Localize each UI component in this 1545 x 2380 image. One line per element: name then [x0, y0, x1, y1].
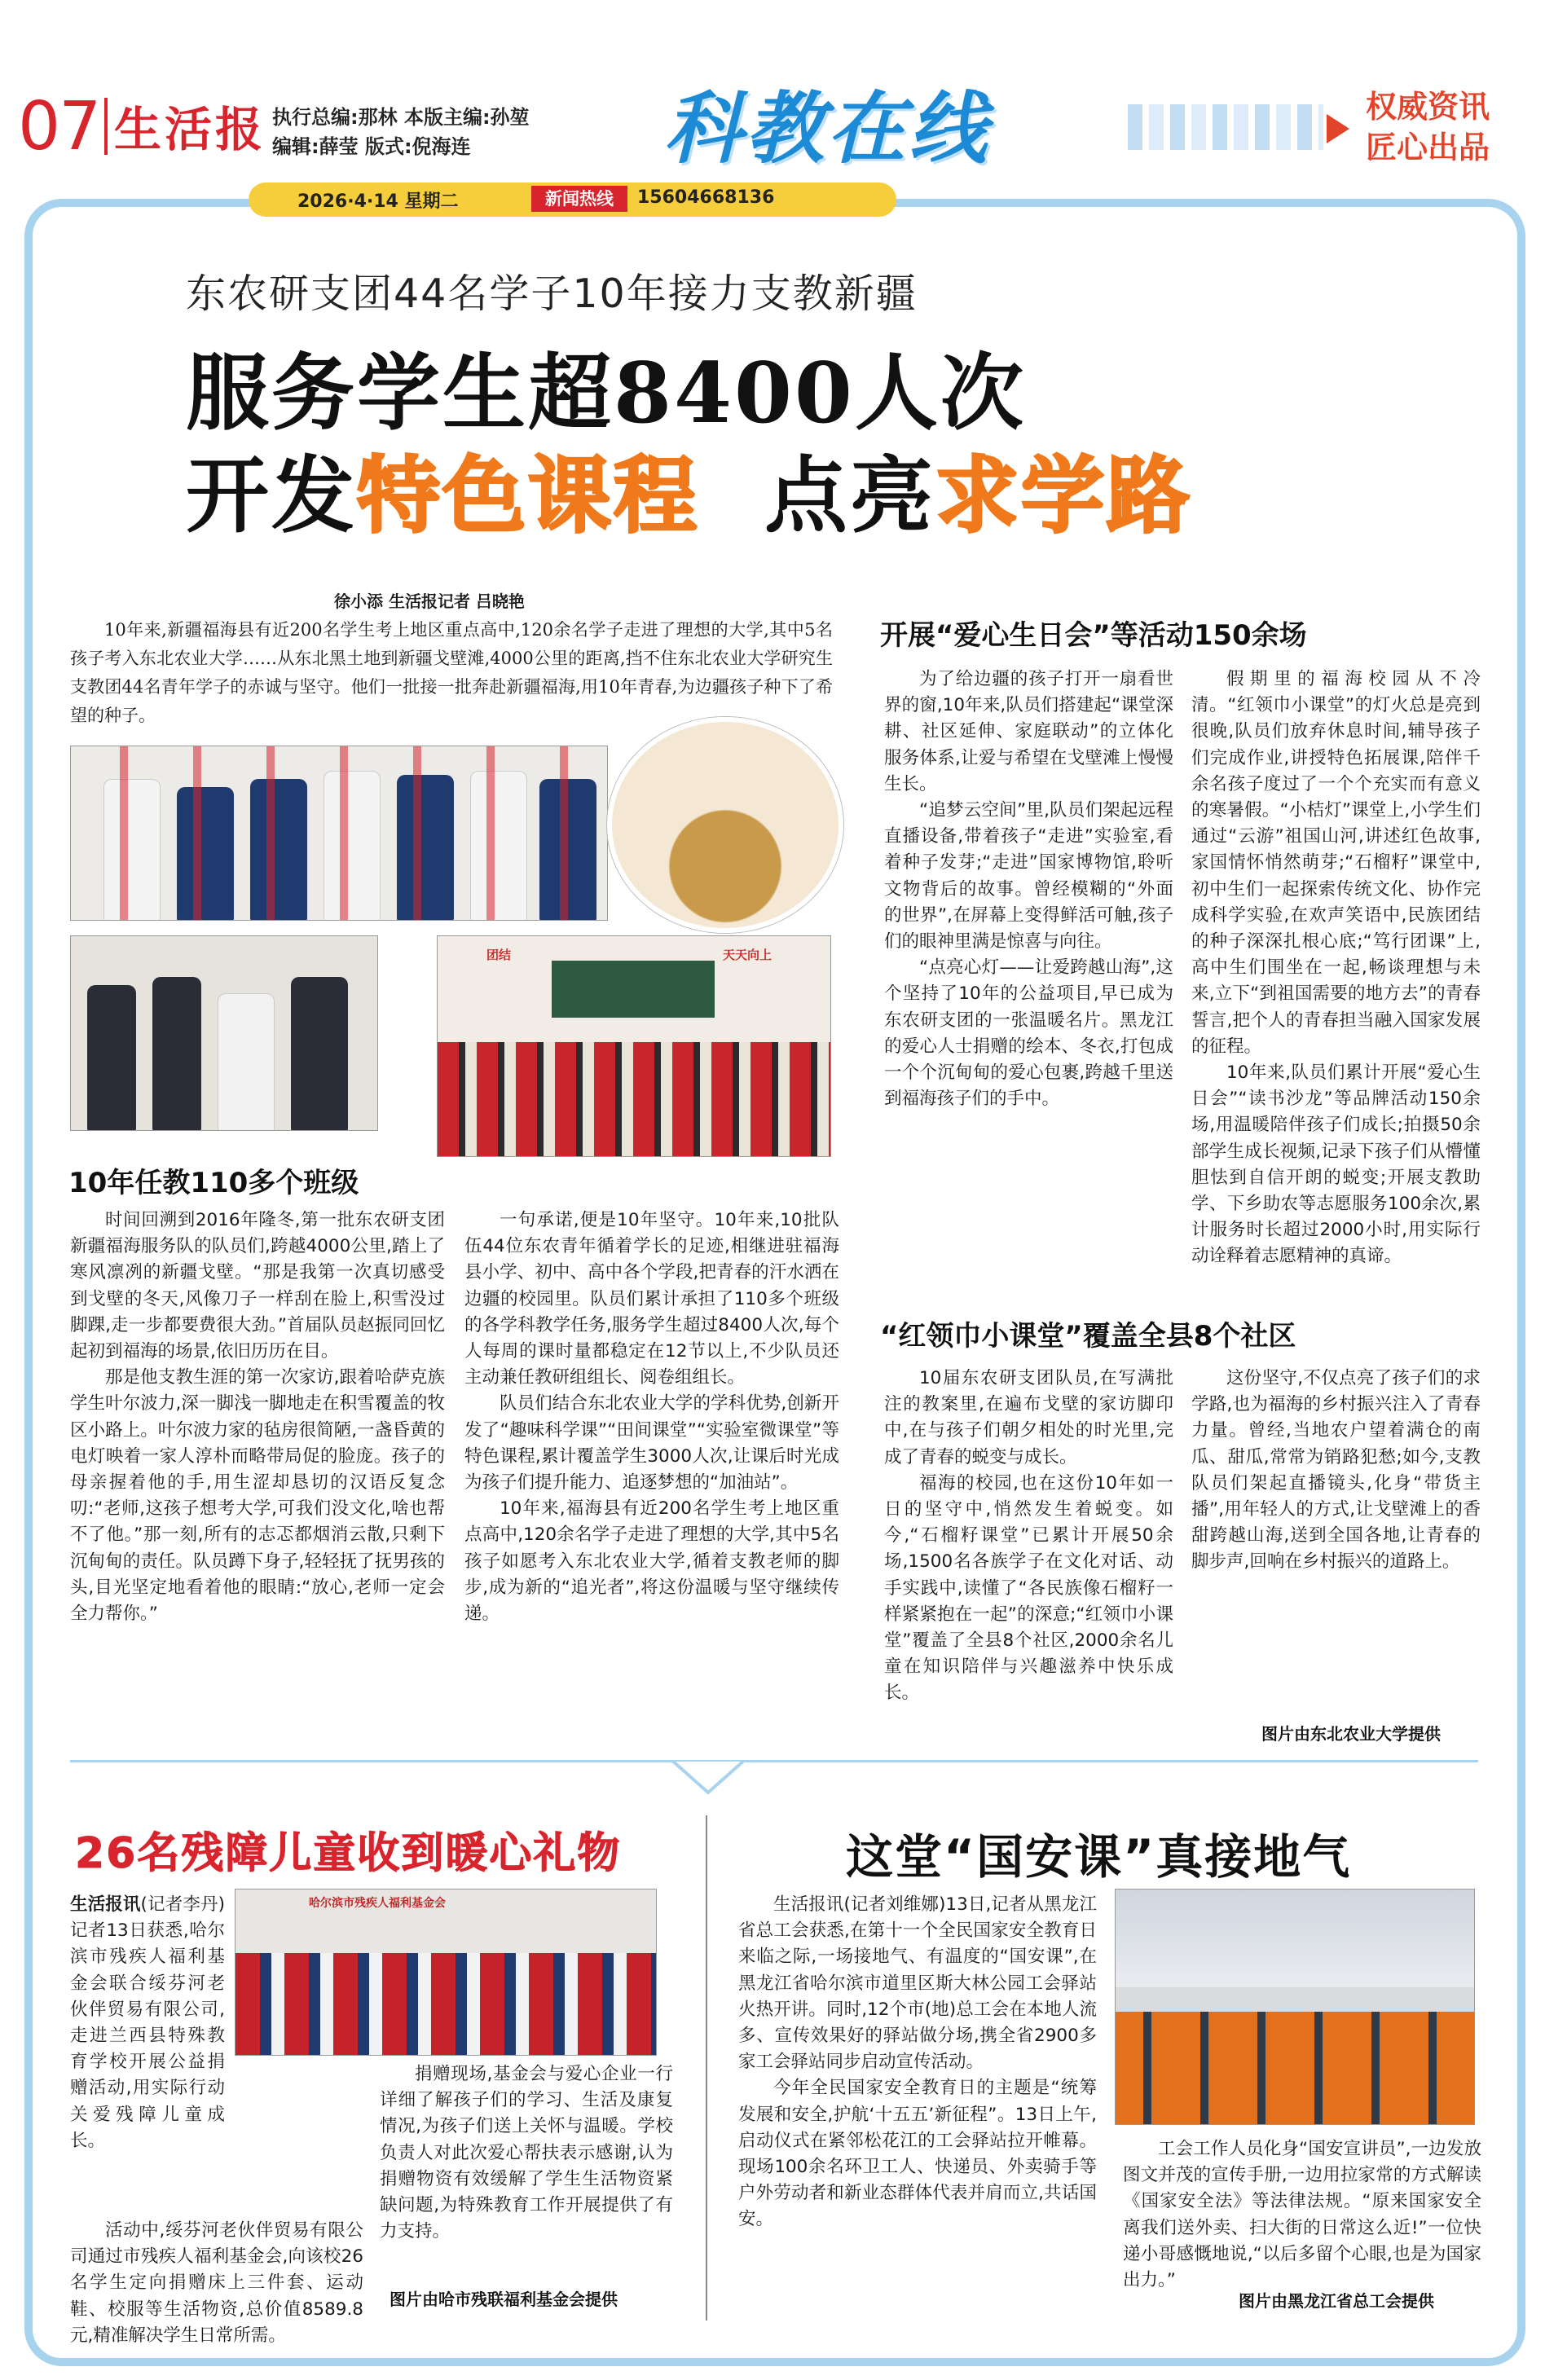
photo-food-circle: [607, 717, 843, 933]
headline-line-1: 服务学生超8400人次: [186, 345, 1026, 442]
blackboard-slogan-left: 团结: [486, 948, 512, 962]
s2-paragraph-5: 10年来,队员们累计开展“爱心生日会”“读书沙龙”等品牌活动150余场,用温暖陪伴孩子们成长;拍摄50余部学生成长视频,记录下孩子们从懵懂胆怯到自信开朗的蜕变;开展支教助学、下乡助农等志愿服务100余次,累计服务时长超过2000小时,用实际行动诠释着志愿精神的真谛。: [1191, 1062, 1481, 1267]
s1-paragraph-5: 10年来,福海县有近200名学生考上地区重点高中,120余名学子走进了理想的大学,其中5名孩子如愿考入东北农业大学,循着支教老师的脚步,成为新的“追光者”,将这份温暖与坚守继续传递。: [464, 1498, 839, 1625]
s1-paragraph-4: 队员们结合东北农业大学的学科优势,创新开发了“趣味科学课”“田间课堂”“实验室微课堂”等特色课程,累计覆盖学生3000人次,让课后时光成为孩子们提升能力、追逐梦想的“加油站”。: [464, 1393, 839, 1494]
story-right-col-b: [1123, 2136, 1481, 2294]
story-left-title: 26名残障儿童收到暖心礼物: [75, 1829, 622, 1878]
issue-date: 2026·4·14 星期二: [297, 191, 459, 212]
s3-paragraph-3: 这份坚守,不仅点亮了孩子们的求学路,也为福海的乡村振兴注入了青春力量。曾经,当地农户望着满仓的南瓜、甜瓜,常常为销路犯愁;如今,支教队员们架起直播镜头,化身“带货主播”,用年轻人的方式,让戈壁滩上的香甜跨越山海,送到全国各地,让青春的脚步声,回响在乡村振兴的道路上。: [1191, 1368, 1481, 1573]
story-left-paragraph-3: 捐赠现场,基金会与爱心企业一行详细了解孩子们的学习、生活及康复情况,为孩子们送上关怀与温暖。学校负责人对此次爱心帮扶表示感谢,认为捐赠物资有效缓解了学生生活物资紧缺问题,为特殊教育工作开展提供了有力支持。: [380, 2064, 673, 2242]
photo-classroom: [437, 935, 831, 1157]
hotline-label: 新闻热线: [531, 186, 627, 212]
section-2-title: 开展“爱心生日会”等活动150余场: [880, 619, 1307, 652]
story-right-col-a: [738, 1892, 1097, 2233]
column-divider: [706, 1815, 707, 2321]
slogan-line-1: 权威资讯: [1366, 89, 1490, 125]
slogan: [1366, 86, 1490, 168]
s1-paragraph-3: 一句承诺,便是10年坚守。10年来,10批队伍44位东农青年循着学长的足迹,相继进驻福海县小学、初中、高中各个学段,把青春的汗水洒在边疆的校园里。队员们累计承担了110多个班级的各学科教学任务,服务学生超过8400人次,每个人每周的课时量都稳定在12节以上,不少队员还主动兼任教研组组长、阅卷组组长。: [464, 1210, 839, 1388]
s2-paragraph-3: “点亮心灯——让爱跨越山海”,这个坚持了10年的公益项目,早已成为东农研支团的一张温暖名片。黑龙江的爱心人士捐赠的绘本、冬衣,打包成一个个沉甸甸的爱心包裹,跨越千里送到福海孩子们的手中。: [884, 957, 1173, 1110]
story-left-byline: 生活报讯: [70, 1894, 141, 1915]
arrow-icon: [1327, 114, 1349, 143]
story-left-col-b: [380, 2061, 673, 2245]
divider-notch: [671, 1760, 745, 1796]
headline-highlight-1: 特色课程: [357, 448, 699, 545]
section-2-col-2: [1191, 666, 1481, 1270]
pixel-decoration: [1128, 104, 1323, 150]
byline: 徐小添 生活报记者 吕晓艳: [334, 592, 525, 611]
editors-line-1: 执行总编:那林 本版主编:孙堃: [272, 106, 530, 129]
headline-line-2: [186, 430, 1192, 549]
photo-credit-left: 图片由哈市残联福利基金会提供: [390, 2290, 618, 2309]
s2-paragraph-1: 为了给边疆的孩子打开一扇看世界的窗,10年来,队员们搭建起“课堂深耕、社区延伸、家庭联动”的立体化服务体系,让爱与希望在戈壁滩上慢慢生长。: [884, 669, 1173, 794]
section-3-col-2: [1191, 1366, 1481, 1576]
photo-credit-main: 图片由东北农业大学提供: [1261, 1724, 1441, 1744]
section-divider: [70, 1760, 1478, 1762]
section-1-title: 10年任教110多个班级: [68, 1167, 359, 1199]
story-left-intro: [70, 1892, 225, 2154]
hotline-number: 15604668136: [637, 187, 775, 208]
pre-headline: 东农研支团44名学子10年接力支教新疆: [186, 271, 918, 317]
story-right-paragraph-2: 今年全民国家安全教育日的主题是“统筹发展和安全,护航‘十五五’新征程”。13日上午,启动仪式在紧邻松花江的工会驿站拉开帷幕。现场100余名环卫工人、快递员、外卖骑手等户外劳动者和新业态群体代表并肩而立,共话国安。: [738, 2078, 1097, 2230]
story-left-paragraph-2: 活动中,绥芬河老伙伴贸易有限公司通过市残疾人福利基金会,向该校26名学生定向捐赠床上三件套、运动鞋、校服等生活物资,总价值8589.8元,精准解决学生日常所需。: [70, 2220, 363, 2346]
headline-highlight-2: 求学路: [935, 448, 1192, 545]
column-title: 科教在线: [664, 83, 990, 174]
page-number: 07: [18, 88, 100, 165]
story-left-col-a: [70, 2218, 363, 2349]
blackboard-slogan-right: 天天向上: [723, 948, 772, 962]
headline-word-2: 点亮: [764, 447, 935, 545]
headline-word-1: 开发: [186, 447, 357, 545]
slogan-line-2: 匠心出品: [1366, 130, 1490, 165]
s2-paragraph-2: “追梦云空间”里,队员们架起远程直播设备,带着孩子“走进”实验室,看着种子发芽;“走进”国家博物馆,聆听文物背后的故事。曾经模糊的“外面的世界”,在屏幕上变得鲜活可触,孩子们的眼神里满是惊喜与向往。: [884, 800, 1173, 952]
section-1-col-1: [70, 1208, 445, 1627]
editors-line-2: 编辑:薛莹 版式:倪海连: [272, 135, 471, 158]
photo-donation: [235, 1889, 657, 2056]
s2-paragraph-4: 假期里的福海校园从不冷清。“红领巾小课堂”的灯火总是亮到很晚,队员们放弃休息时间,辅导孩子们完成作业,讲授特色拓展课,陪伴千余名孩子度过了一个个充实而有意义的寒暑假。“小桔灯”课堂上,小学生们通过“云游”祖国山河,讲述红色故事,家国情怀悄然萌芽;“石榴籽”课堂中,初中生们一起探索传统文化、协作完成科学实验,在欢声笑语中,民族团结的种子深深扎根心底;“笃行团课”上,高中生们围坐在一起,畅谈理想与未来,立下“到祖国需要的地方去”的青春誓言,把个人的青春担当融入国家发展的征程。: [1191, 669, 1481, 1057]
story-right-paragraph-3: 工会工作人员化身“国安宣讲员”,一边发放图文并茂的宣传手册,一边用拉家常的方式解读《国家安全法》等法律法规。“原来国家安全离我们送外卖、扫大街的日常这么近!”一位快递小哥感慨地说,“以后多留个心眼,也是为国家出力。”: [1123, 2139, 1481, 2291]
section-2-col-1: [884, 666, 1173, 1112]
photo-students-celebration: [70, 746, 608, 921]
section-3-col-1: [884, 1366, 1173, 1707]
photo-home-visit: [70, 935, 378, 1131]
s1-paragraph-2: 那是他支教生涯的第一次家访,跟着哈萨克族学生叶尔波力,深一脚浅一脚地走在积雪覆盖的牧区小路上。叶尔波力家的毡房很简陋,一盏昏黄的电灯映着一家人淳朴而略带局促的脸庞。孩子的母亲握着他的手,用生涩却恳切的汉语反复念叨:“老师,这孩子想考大学,可我们没文化,啥也帮不了他。”那一刻,所有的志忑都烟消云散,只剩下沉甸甸的责任。队员蹲下身子,轻轻抚了抚男孩的头,目光坚定地看着他的眼睛:“放心,老师一定会全力帮你。”: [70, 1367, 445, 1625]
masthead-divider: [104, 98, 108, 155]
lead-paragraph: 10年来,新疆福海县有近200名学生考上地区重点高中,120余名学子走进了理想的大学,其中5名孩子考入东北农业大学……从东北黑土地到新疆戈壁滩,4000公里的距离,挡不住东北农业大学研究生支教团44名青年学子的赤诚与坚守。他们一批接一批奔赴新疆福海,用10年青春,为边疆孩子种下了希望的种子。: [70, 620, 833, 725]
s3-paragraph-2: 福海的校园,也在这份10年如一日的坚守中,悄然发生着蜕变。如今,“石榴籽课堂”已累计开展50余场,1500名各族学子在文化对话、动手实践中,读懂了“各民族像石榴籽一样紧紧抱在一起”的深意;“红领巾小课堂”覆盖了全县8个社区,2000余名儿童在知识陪伴与兴趣滋养中快乐成长。: [884, 1472, 1173, 1704]
story-right-title: 这堂“国安课”真接地气: [846, 1829, 1352, 1885]
photo-banner-text: 哈尔滨市残疾人福利基金会: [309, 1897, 446, 1910]
photo-credit-right: 图片由黑龙江省总工会提供: [1239, 2291, 1434, 2311]
section-3-title: “红领巾小课堂”覆盖全县8个社区: [880, 1320, 1296, 1353]
paper-name: 生活报: [114, 102, 266, 157]
story-left-paragraph-1: (记者李丹)记者13日获悉,哈尔滨市残疾人福利基金会联合绥芬河老伙伴贸易有限公司,走进兰西县特殊教育学校开展公益捐赠活动,用实际行动关爱残障儿童成长。: [70, 1894, 225, 2151]
s3-paragraph-1: 10届东农研支团队员,在写满批注的教案里,在遍布戈壁的家访脚印中,在与孩子们朝夕相处的时光里,完成了青春的蜕变与成长。: [884, 1368, 1173, 1467]
photo-security-lecture: [1115, 1889, 1475, 2125]
s1-paragraph-1: 时间回溯到2016年隆冬,第一批东农研支团新疆福海服务队的队员们,跨越4000公里,踏上了寒风凛冽的新疆戈壁。“那是我第一次真切感受到戈壁的冬天,风像刀子一样刮在脸上,积雪没过脚踝,走一步都要费很大劲。”首届队员赵振同回忆起初到福海的场景,依旧历历在目。: [70, 1210, 445, 1362]
story-right-paragraph-1: 生活报讯(记者刘维娜)13日,记者从黑龙江省总工会获悉,在第十一个全民国家安全教育日来临之际,一场接地气、有温度的“国安课”,在黑龙江省哈尔滨市道里区斯大林公园工会驿站火热开讲。同时,12个市(地)总工会在本地人流多、宣传效果好的驿站做分场,携全省2900多家工会驿站同步启动宣传活动。: [738, 1894, 1097, 2073]
section-1-col-2: [464, 1208, 839, 1627]
